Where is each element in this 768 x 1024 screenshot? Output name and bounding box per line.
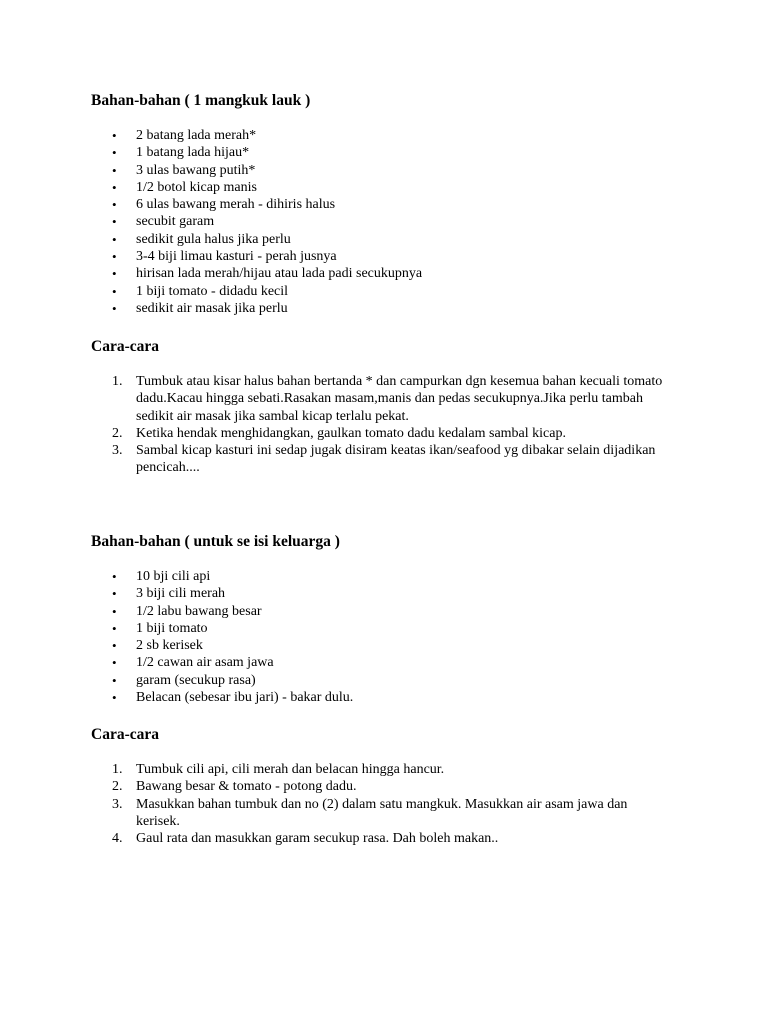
step-text: Bawang besar & tomato - potong dadu.: [136, 779, 357, 795]
ingredient-item: • 1 batang lada hijau*: [0, 144, 700, 161]
ingredient-item: • Belacan (sebesar ibu jari) - bakar dulu.: [0, 689, 700, 706]
ingredient-item: • 3-4 biji limau kasturi - perah jusnya: [0, 248, 700, 265]
ingredient-item: • 10 bji cili api: [0, 568, 700, 585]
ingredient-item: • secubit garam: [0, 213, 700, 230]
step-text: Sambal kicap kasturi ini sedap jugak disiram keatas ikan/seafood yg dibakar selain dijadikan pencicah....: [136, 443, 656, 476]
step-text: Ketika hendak menghidangkan, gaulkan tomato dadu kedalam sambal kicap.: [136, 425, 566, 441]
step-number: 3.: [112, 443, 123, 459]
step-item: [0, 425, 700, 442]
ingredient-item: • 1 biji tomato - didadu kecil: [0, 283, 700, 300]
step-number: 1.: [112, 762, 123, 777]
step-item: [0, 796, 700, 831]
ingredient-item: • 3 ulas bawang putih*: [0, 162, 700, 179]
step-number: 3.: [112, 796, 123, 812]
section2-method-heading: Cara-cara: [91, 726, 159, 743]
ingredient-item: • 1/2 botol kicap manis: [0, 179, 700, 196]
step-item: [0, 761, 700, 778]
ingredient-item: • hirisan lada merah/hijau atau lada padi secukupnya: [0, 265, 700, 282]
ingredient-item: • 3 biji cili merah: [0, 585, 700, 602]
step-number: 1.: [112, 374, 123, 389]
ingredient-item: • 6 ulas bawang merah - dihiris halus: [0, 196, 700, 213]
step-item: [0, 778, 700, 795]
step-text: Tumbuk atau kisar halus bahan bertanda * dan campurkan dgn kesemua bahan kecuali tomato dadu.Kacau hingga sebati.Rasakan masam,manis dan pedas secukupnya.Jika perlu tambah sedikit air masak jika sambal kicap terlalu pekat.: [136, 374, 663, 424]
ingredient-item: • 2 sb kerisek: [0, 637, 700, 654]
section1-step-list: [0, 373, 700, 477]
ingredient-item: • 1/2 cawan air asam jawa: [0, 654, 700, 671]
section1-ingredient-list: [0, 127, 700, 317]
step-number: 2.: [112, 425, 123, 441]
step-text: Gaul rata dan masukkan garam secukup rasa. Dah boleh makan..: [136, 831, 499, 847]
ingredient-item: • 1/2 labu bawang besar: [0, 603, 700, 620]
ingredient-item: • 1 biji tomato: [0, 620, 700, 637]
step-text: Masukkan bahan tumbuk dan no (2) dalam satu mangkuk. Masukkan air asam jawa dan kerisek.: [136, 796, 628, 829]
step-item: [0, 442, 700, 477]
ingredient-item: • garam (secukup rasa): [0, 672, 700, 689]
section2-step-list: [0, 761, 700, 847]
section2-heading: Bahan-bahan ( untuk se isi keluarga ): [91, 533, 340, 550]
step-item: [0, 830, 700, 847]
section1-heading: Bahan-bahan ( 1 mangkuk lauk ): [91, 92, 311, 109]
step-item: [0, 373, 700, 425]
section1-method-heading: Cara-cara: [91, 338, 159, 355]
step-number: 4.: [112, 831, 123, 847]
ingredient-item: • 2 batang lada merah*: [0, 127, 700, 144]
section2-ingredient-list: [0, 568, 700, 706]
ingredient-item: • sedikit gula halus jika perlu: [0, 231, 700, 248]
ingredient-item: • sedikit air masak jika perlu: [0, 300, 700, 317]
step-text: Tumbuk cili api, cili merah dan belacan hingga hancur.: [136, 762, 445, 777]
step-number: 2.: [112, 779, 123, 795]
